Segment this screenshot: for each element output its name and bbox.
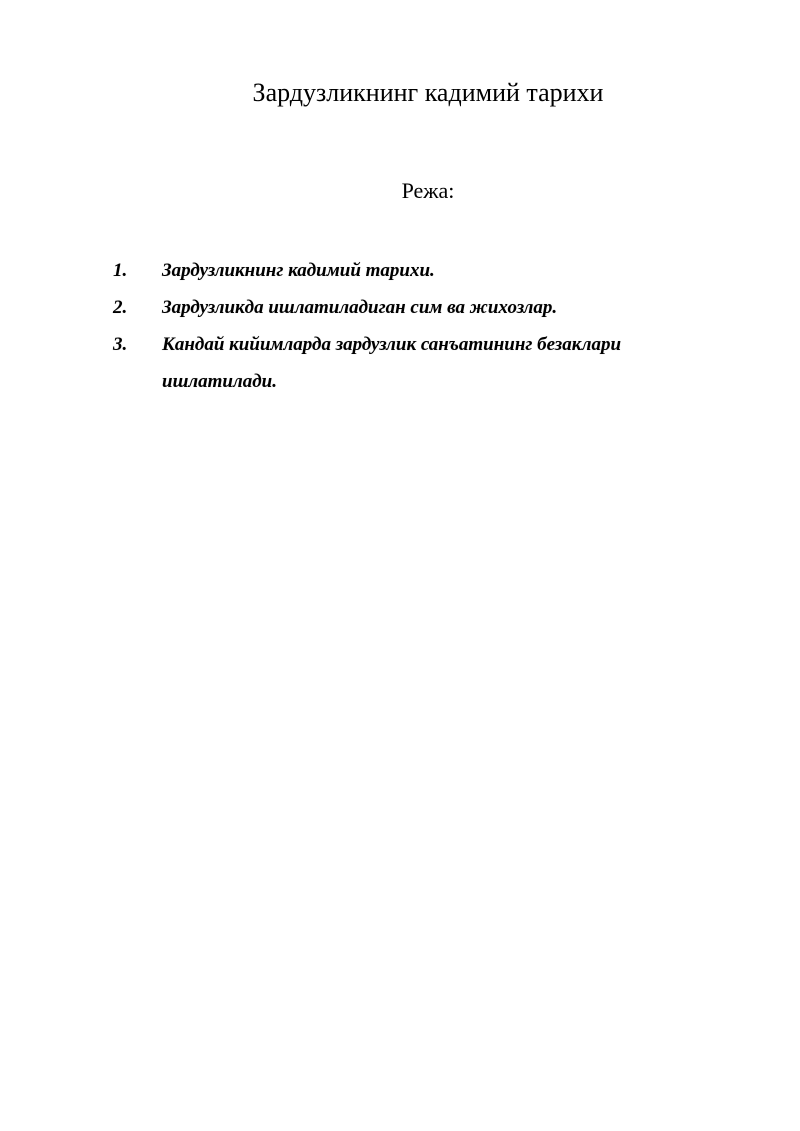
list-item-number: 3. [113, 334, 128, 355]
list-item-number: 1. [113, 260, 128, 281]
list-item [113, 252, 713, 289]
list-item-text: Зардузликда ишлатиладиган сим ва жихозлар. [162, 297, 558, 318]
plan-heading: Режа: [401, 178, 455, 203]
document-title: Зардузликнинг кадимий тарихи [252, 78, 604, 107]
list-item-text: Зардузликнинг кадимий тарихи. [162, 260, 435, 281]
list-item [113, 326, 713, 400]
list-item-number: 2. [113, 297, 128, 318]
list-item [113, 289, 713, 326]
plan-list [113, 252, 713, 400]
list-item-text: Кандай кийимларда зардузлик санъатининг безаклари ишлатилади. [162, 334, 622, 392]
